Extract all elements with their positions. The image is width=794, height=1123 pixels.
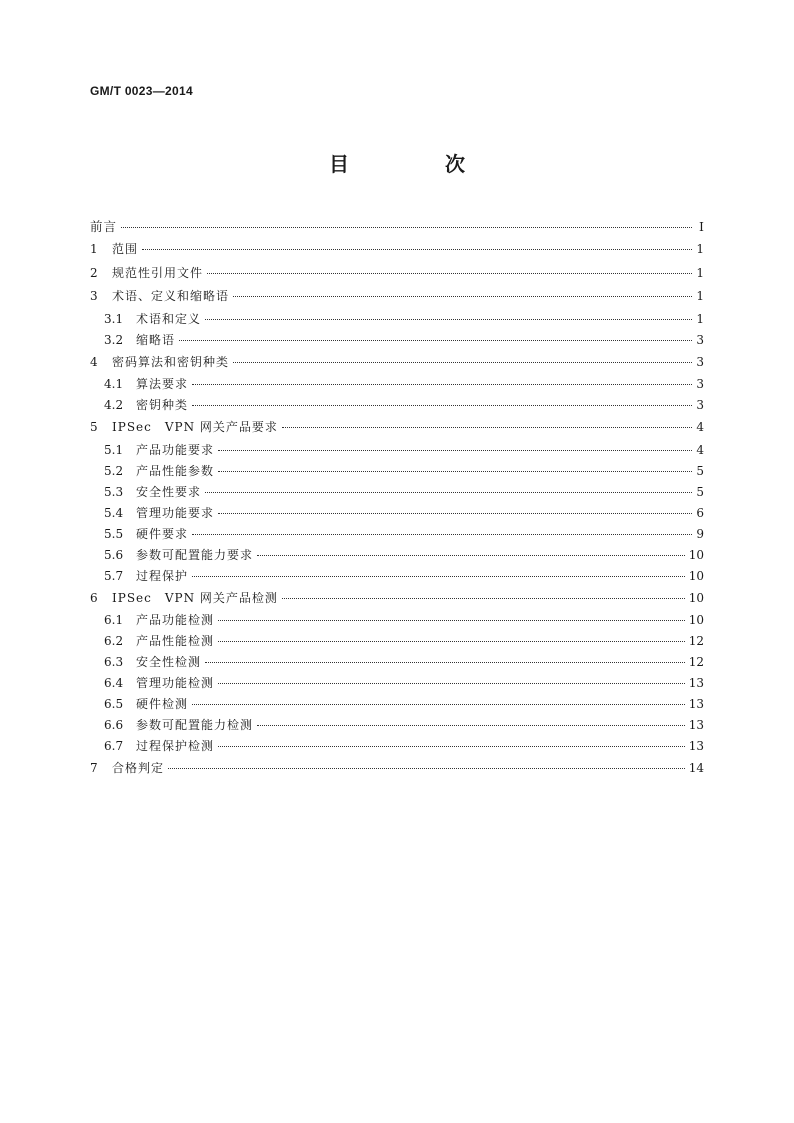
toc-entry[interactable]: [90, 673, 704, 694]
toc-entry-number: 5.4: [104, 505, 124, 520]
toc-entry[interactable]: [90, 262, 704, 286]
toc-entry[interactable]: [90, 587, 704, 611]
toc-entry-number: 5: [90, 420, 98, 434]
toc-entry-title: 产品功能要求: [136, 442, 215, 457]
toc-entry-number: 6.5: [104, 697, 124, 711]
toc-dot-leader: [218, 641, 685, 642]
toc-entry-title: 规范性引用文件: [112, 265, 204, 280]
toc-entry[interactable]: [90, 285, 704, 309]
toc-entry-title: 产品功能检测: [136, 613, 215, 627]
toc-entry-number: 5.5: [104, 526, 124, 541]
toc-entry-title: 管理功能要求: [136, 505, 215, 520]
toc-dot-leader: [192, 576, 685, 577]
toc-entry-page: 10: [688, 613, 704, 627]
toc-entry-title: 过程保护检测: [136, 739, 215, 753]
toc-entry[interactable]: [90, 715, 704, 736]
toc-entry-page: 14: [688, 761, 704, 775]
document-code: GM/T 0023—2014: [90, 84, 193, 98]
toc-dot-leader: [192, 534, 692, 535]
toc-entry-number: 6.3: [104, 655, 124, 669]
toc-entry[interactable]: [90, 482, 704, 503]
toc-entry-title: 参数可配置能力要求: [136, 547, 254, 562]
toc-heading: 目 次: [329, 152, 503, 176]
toc-entry[interactable]: [90, 610, 704, 631]
toc-entry-title: 术语和定义: [136, 311, 202, 326]
toc-entry-title: 密钥种类: [136, 398, 189, 412]
toc-entry-page: Ⅰ: [699, 219, 704, 234]
toc-dot-leader: [205, 492, 692, 493]
toc-entry-page: 1: [696, 265, 704, 280]
toc-dot-leader: [168, 768, 685, 769]
toc-entry-page: 6: [696, 505, 704, 520]
toc-entry-page: 10: [688, 568, 704, 583]
toc-dot-leader: [257, 725, 685, 726]
toc-dot-leader: [205, 662, 685, 663]
toc-entry-title: 安全性要求: [136, 484, 202, 499]
toc-dot-leader: [233, 362, 692, 363]
toc-entry-title: 范围: [112, 242, 139, 256]
toc-entry-title: 算法要求: [136, 377, 189, 391]
toc-entry[interactable]: [90, 330, 704, 351]
toc-entry-number: 5.1: [104, 442, 124, 457]
toc-entry-title: 硬件要求: [136, 526, 189, 541]
toc-entry-page: 3: [696, 377, 704, 391]
toc-entry-title: IPSec VPN 网关产品要求: [112, 420, 278, 434]
toc-entry-title: 安全性检测: [136, 655, 202, 669]
toc-entry-number: 4.1: [104, 377, 124, 391]
toc-entry[interactable]: [90, 440, 704, 461]
toc-entry-page: 10: [688, 547, 704, 562]
toc-entry-page: 13: [688, 676, 704, 690]
toc-entry-title: 合格判定: [112, 761, 165, 775]
toc-entry-page: 1: [696, 311, 704, 326]
toc-entry-number: 4.2: [104, 398, 124, 412]
toc-entry-number: 4: [90, 354, 98, 369]
table-of-contents: [90, 216, 704, 781]
toc-entry-title: 产品性能检测: [136, 634, 215, 648]
toc-entry[interactable]: [90, 736, 704, 757]
toc-entry-page: 4: [696, 442, 704, 457]
toc-entry[interactable]: [90, 503, 704, 524]
toc-entry-number: 6.7: [104, 739, 124, 753]
toc-entry-page: 9: [696, 526, 704, 541]
toc-entry-page: 13: [688, 739, 704, 753]
toc-entry-title: 术语、定义和缩略语: [112, 289, 230, 303]
toc-dot-leader: [207, 273, 692, 274]
toc-dot-leader: [121, 227, 692, 228]
toc-entry-number: 1: [90, 242, 98, 256]
toc-entry-number: 5.3: [104, 484, 124, 499]
toc-entry-page: 1: [696, 242, 704, 256]
toc-entry-page: 3: [696, 332, 704, 347]
toc-entry-page: 3: [696, 398, 704, 412]
toc-entry-page: 5: [696, 463, 704, 478]
toc-entry[interactable]: [90, 461, 704, 482]
toc-entry[interactable]: [90, 309, 704, 330]
toc-entry-page: 12: [688, 655, 704, 669]
toc-entry-number: 6.4: [104, 676, 124, 690]
toc-entry[interactable]: [90, 238, 704, 262]
toc-entry[interactable]: [90, 351, 704, 375]
toc-dot-leader: [282, 427, 692, 428]
toc-dot-leader: [192, 704, 685, 705]
toc-dot-leader: [218, 683, 685, 684]
toc-entry-title: 缩略语: [136, 332, 176, 347]
toc-dot-leader: [192, 405, 692, 406]
toc-entry-title: 过程保护: [136, 568, 189, 583]
toc-dot-leader: [205, 319, 692, 320]
toc-entry-page: 12: [688, 634, 704, 648]
toc-entry[interactable]: [90, 374, 704, 395]
toc-dot-leader: [218, 513, 692, 514]
toc-entry-page: 13: [688, 697, 704, 711]
toc-dot-leader: [218, 620, 685, 621]
toc-entry[interactable]: [90, 545, 704, 566]
toc-entry-page: 4: [696, 420, 704, 434]
toc-entry[interactable]: [90, 652, 704, 673]
toc-entry-number: 5.6: [104, 547, 124, 562]
toc-entry-page: 13: [688, 718, 704, 732]
toc-entry-number: 6: [90, 590, 98, 605]
toc-entry-title: 前言: [90, 219, 118, 234]
toc-entry-number: 5.7: [104, 568, 124, 583]
toc-entry-number: 3.1: [104, 311, 124, 326]
toc-entry-title: IPSec VPN 网关产品检测: [112, 590, 278, 605]
toc-entry[interactable]: [90, 757, 704, 781]
toc-entry-title: 硬件检测: [136, 697, 189, 711]
toc-entry[interactable]: [90, 395, 704, 416]
toc-entry-title: 参数可配置能力检测: [136, 718, 254, 732]
toc-entry[interactable]: [90, 631, 704, 652]
toc-dot-leader: [142, 249, 692, 250]
toc-entry-number: 6.6: [104, 718, 124, 732]
toc-entry-page: 5: [696, 484, 704, 499]
toc-entry[interactable]: [90, 566, 704, 587]
toc-dot-leader: [218, 746, 685, 747]
toc-dot-leader: [179, 340, 692, 341]
toc-dot-leader: [218, 471, 692, 472]
toc-entry-number: 5.2: [104, 463, 124, 478]
toc-entry-title: 管理功能检测: [136, 676, 215, 690]
toc-entry[interactable]: [90, 416, 704, 440]
toc-entry-number: 6.1: [104, 613, 124, 627]
toc-entry-number: 6.2: [104, 634, 124, 648]
toc-entry[interactable]: [90, 694, 704, 715]
toc-entry-title: 产品性能参数: [136, 463, 215, 478]
toc-entry-page: 3: [696, 354, 704, 369]
toc-entry-title: 密码算法和密钥种类: [112, 354, 230, 369]
toc-dot-leader: [257, 555, 685, 556]
toc-entry[interactable]: [90, 216, 704, 238]
toc-entry-page: 1: [696, 289, 704, 303]
toc-entry-page: 10: [688, 590, 704, 605]
toc-entry[interactable]: [90, 524, 704, 545]
toc-dot-leader: [192, 384, 692, 385]
toc-dot-leader: [218, 450, 692, 451]
toc-dot-leader: [233, 296, 692, 297]
toc-entry-number: 3: [90, 289, 98, 303]
toc-entry-number: 7: [90, 761, 98, 775]
toc-dot-leader: [282, 598, 685, 599]
toc-entry-number: 2: [90, 265, 98, 280]
toc-entry-number: 3.2: [104, 332, 124, 347]
